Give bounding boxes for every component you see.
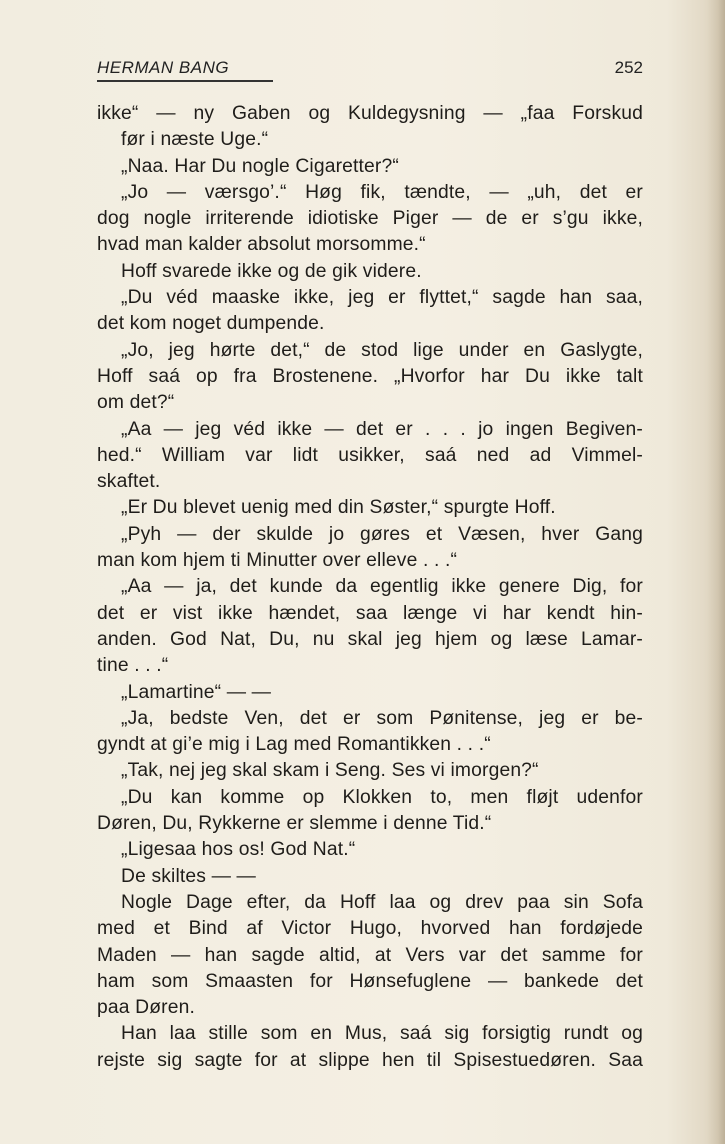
text-line: „Er Du blevet uenig med din Søster,“ spurgte Hoff. — [121, 497, 556, 519]
text-line: „Ja, bedste Ven, det er som Pønitense, jeg er be- — [121, 707, 643, 729]
text-line: paa Døren. — [97, 997, 195, 1019]
text-line: „Naa. Har Du nogle Cigaretter?“ — [121, 155, 399, 177]
text-line: med et Bind af Victor Hugo, hvorved han fordøjede — [97, 918, 643, 940]
text-line: „Du kan komme op Klokken to, men fløjt udenfor — [121, 786, 643, 808]
text-line: dog nogle irriterende idiotiske Piger — de er s’gu ikke, — [97, 208, 643, 230]
text-line: Maden — han sagde altid, at Vers var det samme for — [97, 944, 643, 966]
text-line: De skiltes — — — [121, 865, 256, 887]
text-line: man kom hjem ti Minutter over elleve . . .“ — [97, 550, 458, 572]
text-line: „Lamartine“ — — — [121, 681, 272, 703]
text-line: „Jo, jeg hørte det,“ de stod lige under en Gaslygte, — [121, 339, 643, 361]
text-line: „Tak, nej jeg skal skam i Seng. Ses vi imorgen?“ — [121, 760, 539, 782]
text-line: ham som Smaasten for Hønsefuglene — bankede det — [97, 970, 643, 992]
text-line: „Pyh — der skulde jo gøres et Væsen, hver Gang — [121, 523, 643, 545]
text-line: „Jo — værsgo’.“ Høg fik, tændte, — „uh, det er — [121, 181, 643, 203]
text-line: før i næste Uge.“ — [121, 129, 269, 151]
text-line: Døren, Du, Rykkerne er slemme i denne Tid.“ — [97, 813, 492, 835]
text-line: hvad man kalder absolut morsomme.“ — [97, 234, 426, 256]
text-line: det kom noget dumpende. — [97, 313, 325, 335]
text-line: anden. God Nat, Du, nu skal jeg hjem og læse Lamar- — [97, 628, 643, 650]
body-text — [97, 101, 643, 1074]
text-line: Han laa stille som en Mus, saá sig forsigtig rundt og — [121, 1023, 643, 1045]
running-head-author: HERMAN BANG — [97, 58, 230, 77]
text-line: Hoff svarede ikke og de gik videre. — [121, 260, 422, 282]
running-head — [97, 58, 643, 82]
text-line: „Ligesaa hos os! God Nat.“ — [121, 839, 356, 861]
text-line: ikke“ — ny Gaben og Kuldegysning — „faa Forskud — [97, 103, 643, 124]
text-line: „Du véd maaske ikke, jeg er flyttet,“ sagde han saa, — [121, 287, 643, 309]
text-line: skaftet. — [97, 471, 161, 493]
text-line: tine . . .“ — [97, 655, 169, 677]
text-line: hed.“ William var lidt usikker, saá ned ad Vimmel- — [97, 444, 643, 466]
running-head-rule — [97, 80, 273, 82]
page-edge-shadow — [707, 0, 725, 1144]
text-line: om det?“ — [97, 392, 175, 414]
text-line: Hoff saá op fra Brostenene. „Hvorfor har Du ikke talt — [97, 365, 643, 387]
text-line: gyndt at gi’e mig i Lag med Romantikken . . .“ — [97, 734, 491, 756]
text-line: „Aa — ja, det kunde da egentlig ikke genere Dig, for — [121, 576, 643, 598]
page-number: 252 — [614, 58, 643, 77]
text-line: rejste sig sagte for at slippe hen til Spisestuedøren. Saa — [97, 1049, 643, 1071]
text-line: det er vist ikke hændet, saa længe vi har kendt hin- — [97, 602, 643, 624]
text-line: Nogle Dage efter, da Hoff laa og drev paa sin Sofa — [121, 891, 643, 913]
text-line: „Aa — jeg véd ikke — det er . . . jo ingen Begiven- — [121, 418, 643, 440]
